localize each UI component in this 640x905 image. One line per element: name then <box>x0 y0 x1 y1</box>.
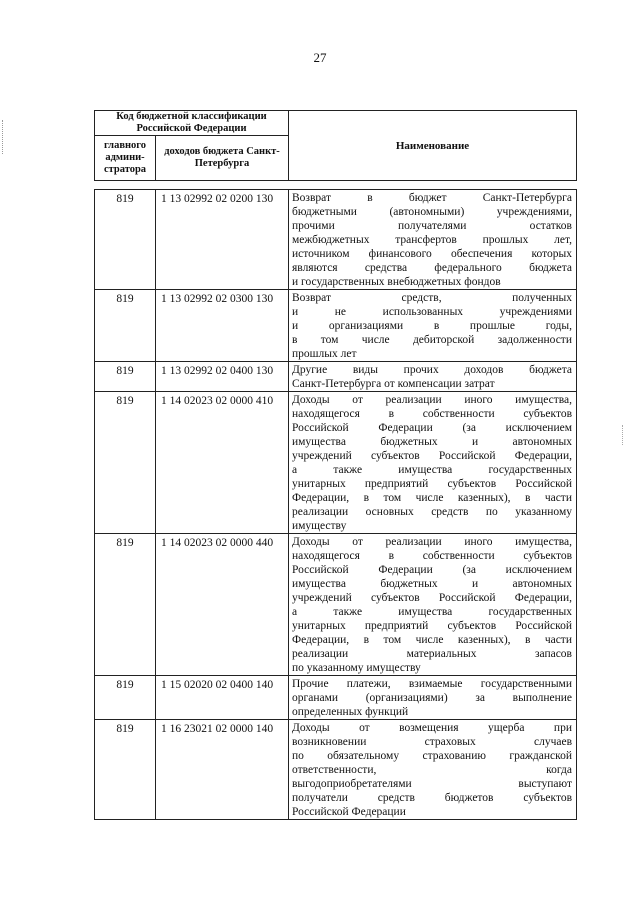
name-line: находящегося в собственности субъектов <box>292 550 572 562</box>
admin-code-cell: 819 <box>95 392 156 534</box>
admin-column-heading: главного админи-стратора <box>95 136 156 181</box>
name-line: являются средства федерального бюджета <box>292 262 572 274</box>
name-line: получатели средств бюджетов субъектов <box>292 792 572 804</box>
name-line: Российской Федерации (за исключением <box>292 564 572 576</box>
classification-table <box>94 189 577 820</box>
name-line: бюджетными (автономными) учреждениями, <box>292 206 572 218</box>
income-code-cell: 1 13 02992 02 0300 130 <box>156 290 289 362</box>
name-cell <box>289 392 577 534</box>
name-line: Возврат в бюджет Санкт-Петербурга <box>292 192 572 204</box>
name-line: Российской Федерации <box>292 806 406 818</box>
admin-code-cell: 819 <box>95 362 156 392</box>
name-line: Российской Федерации (за исключением <box>292 422 572 434</box>
name-cell <box>289 190 577 290</box>
name-line: прочими получателями остатков <box>292 220 572 232</box>
income-code-cell: 1 14 02023 02 0000 410 <box>156 392 289 534</box>
name-line: Федерации, в том числе казенных), в части <box>292 634 572 646</box>
name-line: а также имущества государственных <box>292 464 572 476</box>
admin-code-cell: 819 <box>95 534 156 676</box>
name-line: Другие виды прочих доходов бюджета <box>292 364 572 376</box>
name-line: выгодоприобретателями выступают <box>292 778 572 790</box>
name-line: унитарных предприятий субъектов Российской <box>292 478 572 490</box>
name-line: Доходы от реализации иного имущества, <box>292 394 572 406</box>
admin-code-cell: 819 <box>95 190 156 290</box>
name-line: Доходы от возмещения ущерба при <box>292 722 572 734</box>
name-cell <box>289 362 577 392</box>
name-line: а также имущества государственных <box>292 606 572 618</box>
name-line: прошлых лет <box>292 348 357 360</box>
name-line: реализации основных средств по указанному <box>292 506 572 518</box>
name-cell <box>289 720 577 820</box>
name-column-heading: Наименование <box>289 111 577 181</box>
table-row <box>95 290 577 362</box>
table-row <box>95 676 577 720</box>
name-line: Прочие платежи, взимаемые государственными <box>292 678 572 690</box>
admin-code-cell: 819 <box>95 290 156 362</box>
name-line: Федерации, в том числе казенных), в части <box>292 492 572 504</box>
income-code-cell: 1 15 02020 02 0400 140 <box>156 676 289 720</box>
name-line: учреждений субъектов Российской Федерации, <box>292 592 572 604</box>
income-code-cell: 1 14 02023 02 0000 440 <box>156 534 289 676</box>
name-line: Санкт-Петербурга от компенсации затрат <box>292 378 495 390</box>
name-line: и не использованных учреждениями <box>292 306 572 318</box>
name-line: источником финансового обеспечения которых <box>292 248 572 260</box>
name-line: ответственности, когда <box>292 764 572 776</box>
name-cell <box>289 290 577 362</box>
table-row <box>95 392 577 534</box>
page-number: 27 <box>313 50 327 65</box>
name-line: определенных функций <box>292 706 409 718</box>
name-line: по обязательному страхованию гражданской <box>292 750 572 762</box>
name-cell <box>289 676 577 720</box>
name-line: по указанному имуществу <box>292 662 421 674</box>
name-line: учреждений субъектов Российской Федерации, <box>292 450 572 462</box>
table-header <box>94 110 577 181</box>
scan-artifact-right <box>622 425 629 445</box>
admin-code-cell: 819 <box>95 720 156 820</box>
name-line: Возврат средств, полученных <box>292 292 572 304</box>
name-line: и организациями в прошлые годы, <box>292 320 572 332</box>
income-code-cell: 1 13 02992 02 0400 130 <box>156 362 289 392</box>
name-line: возникновении страховых случаев <box>292 736 572 748</box>
name-line: в том числе дебиторской задолженности <box>292 334 572 346</box>
admin-code-cell: 819 <box>95 676 156 720</box>
name-cell <box>289 534 577 676</box>
name-line: находящегося в собственности субъектов <box>292 408 572 420</box>
income-column-heading: доходов бюджета Санкт-Петербурга <box>156 136 289 181</box>
table-row <box>95 534 577 676</box>
name-line: имуществу <box>292 520 347 532</box>
name-line: Доходы от реализации иного имущества, <box>292 536 572 548</box>
name-line: унитарных предприятий субъектов Российской <box>292 620 572 632</box>
name-line: имущества бюджетных и автономных <box>292 436 572 448</box>
name-line: реализации материальных запасов <box>292 648 572 660</box>
code-group-heading: Код бюджетной классификации Российской Федерации <box>95 111 289 136</box>
name-line: межбюджетных трансфертов прошлых лет, <box>292 234 572 246</box>
table-row <box>95 720 577 820</box>
name-line: и государственных внебюджетных фондов <box>292 276 501 288</box>
name-line: имущества бюджетных и автономных <box>292 578 572 590</box>
table-row <box>95 190 577 290</box>
income-code-cell: 1 16 23021 02 0000 140 <box>156 720 289 820</box>
table-row <box>95 362 577 392</box>
name-line: органами (организациями) за выполнение <box>292 692 572 704</box>
income-code-cell: 1 13 02992 02 0200 130 <box>156 190 289 290</box>
scan-artifact <box>2 120 6 154</box>
